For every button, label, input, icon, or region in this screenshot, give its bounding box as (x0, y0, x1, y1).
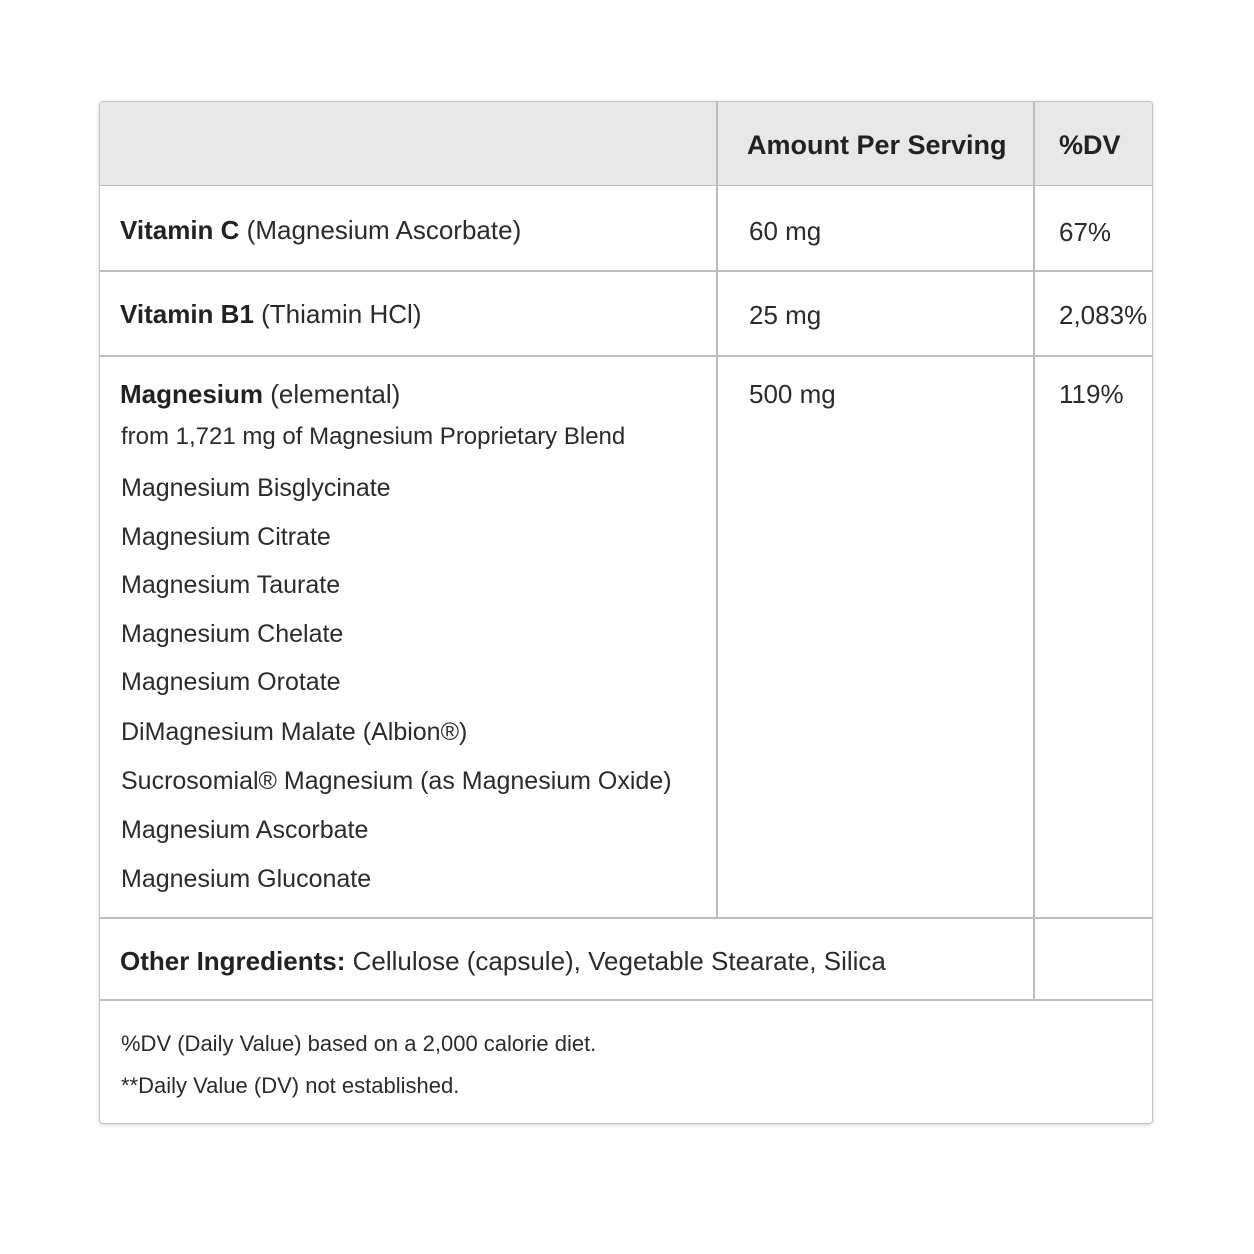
nutrient-detail: (Magnesium Ascorbate) (239, 215, 522, 245)
table-row-dv: 67% (1059, 217, 1112, 247)
other-ingredients-label: Other Ingredients: (120, 946, 346, 976)
header-amount-per-serving: Amount Per Serving (747, 130, 1007, 160)
blend-item: Magnesium Ascorbate (121, 816, 369, 844)
footnote: **Daily Value (DV) not established. (121, 1073, 460, 1098)
nutrient-detail: (elemental) (263, 379, 401, 409)
row-divider (100, 270, 1152, 272)
header-dv: %DV (1059, 130, 1121, 160)
blend-item: Magnesium Chelate (121, 620, 344, 648)
table-row-dv: 119% (1059, 379, 1124, 409)
nutrient-source: from 1,721 mg of Magnesium Proprietary Blend (121, 423, 626, 450)
nutrient-name: Magnesium (120, 379, 264, 409)
nutrient-detail: (Thiamin HCl) (253, 299, 422, 329)
other-ingredients (120, 946, 886, 976)
column-divider-amount (716, 102, 718, 918)
supplement-facts-table (99, 101, 1153, 1124)
blend-item: Magnesium Bisglycinate (121, 474, 391, 502)
table-row-amount: 500 mg (749, 379, 836, 409)
table-row-amount: 25 mg (749, 300, 822, 330)
table-row-name (120, 215, 521, 245)
blend-item: Magnesium Orotate (121, 668, 341, 696)
table-row-amount: 60 mg (749, 216, 822, 246)
column-divider-dv (1033, 102, 1035, 1000)
blend-item: Magnesium Gluconate (121, 865, 372, 893)
footnote: %DV (Daily Value) based on a 2,000 calorie diet. (121, 1031, 597, 1056)
blend-item: DiMagnesium Malate (Albion®) (121, 718, 468, 746)
table-row-name (120, 299, 421, 329)
blend-item: Magnesium Taurate (121, 571, 341, 599)
row-divider (100, 917, 1152, 919)
row-divider (100, 355, 1152, 357)
other-ingredients-value: Cellulose (capsule), Vegetable Stearate, Silica (345, 946, 886, 976)
nutrient-name: Vitamin C (120, 215, 240, 245)
blend-item: Magnesium Citrate (121, 523, 331, 551)
table-row-name (120, 379, 400, 409)
nutrient-name: Vitamin B1 (120, 299, 254, 329)
row-divider (100, 999, 1152, 1001)
table-row-dv: 2,083% (1059, 300, 1148, 330)
blend-item: Sucrosomial® Magnesium (as Magnesium Oxide) (121, 767, 672, 795)
